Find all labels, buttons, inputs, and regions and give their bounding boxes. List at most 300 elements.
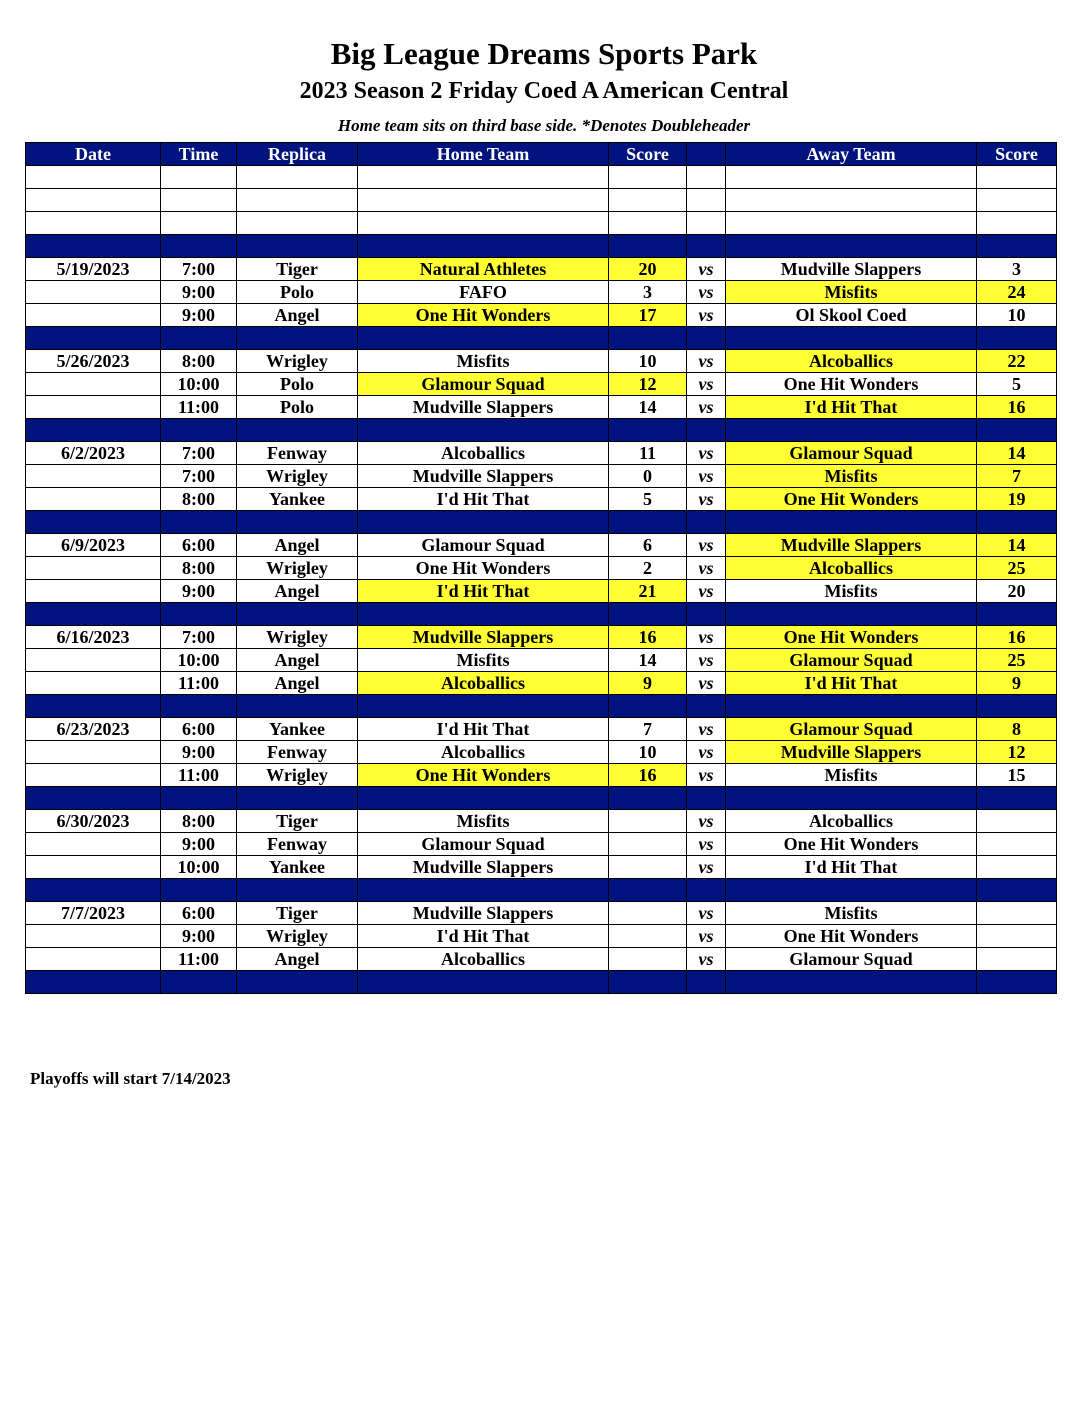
vs-label: vs <box>687 304 726 327</box>
separator-cell <box>358 235 609 258</box>
blank-row <box>26 212 1057 235</box>
separator-cell <box>609 419 687 442</box>
away-team: Mudville Slappers <box>726 534 977 557</box>
home-score <box>609 902 687 925</box>
separator-cell <box>237 419 358 442</box>
home-score <box>609 810 687 833</box>
week-separator-row <box>26 511 1057 534</box>
separator-cell <box>977 603 1057 626</box>
blank-cell <box>977 189 1057 212</box>
separator-cell <box>977 971 1057 994</box>
blank-cell <box>358 189 609 212</box>
separator-cell <box>977 511 1057 534</box>
separator-cell <box>358 511 609 534</box>
away-team: One Hit Wonders <box>726 488 977 511</box>
week-separator-row <box>26 695 1057 718</box>
vs-label: vs <box>687 281 726 304</box>
separator-cell <box>687 235 726 258</box>
game-replica: Polo <box>237 373 358 396</box>
separator-cell <box>726 603 977 626</box>
separator-cell <box>161 787 237 810</box>
home-score: 14 <box>609 396 687 419</box>
vs-label: vs <box>687 672 726 695</box>
game-row <box>26 925 1057 948</box>
separator-cell <box>161 879 237 902</box>
vs-label: vs <box>687 764 726 787</box>
home-team: I'd Hit That <box>358 718 609 741</box>
separator-cell <box>726 695 977 718</box>
away-score: 25 <box>977 649 1057 672</box>
separator-cell <box>726 971 977 994</box>
game-replica: Angel <box>237 580 358 603</box>
away-score: 14 <box>977 534 1057 557</box>
home-score: 20 <box>609 258 687 281</box>
blank-cell <box>161 166 237 189</box>
blank-cell <box>726 189 977 212</box>
game-row <box>26 281 1057 304</box>
away-team: One Hit Wonders <box>726 626 977 649</box>
game-date: 7/7/2023 <box>26 902 161 925</box>
vs-label: vs <box>687 580 726 603</box>
game-date: 6/30/2023 <box>26 810 161 833</box>
vs-label: vs <box>687 626 726 649</box>
separator-cell <box>609 971 687 994</box>
separator-cell <box>609 879 687 902</box>
blank-row <box>26 166 1057 189</box>
blank-cell <box>977 166 1057 189</box>
away-team: Alcoballics <box>726 350 977 373</box>
separator-cell <box>161 603 237 626</box>
header-row <box>26 143 1057 166</box>
game-row <box>26 810 1057 833</box>
away-score <box>977 810 1057 833</box>
game-date <box>26 741 161 764</box>
blank-cell <box>687 166 726 189</box>
game-date <box>26 833 161 856</box>
blank-cell <box>687 189 726 212</box>
separator-cell <box>687 879 726 902</box>
game-time: 11:00 <box>161 948 237 971</box>
game-row <box>26 718 1057 741</box>
separator-cell <box>977 235 1057 258</box>
separator-cell <box>237 511 358 534</box>
separator-cell <box>26 695 161 718</box>
home-team: Alcoballics <box>358 442 609 465</box>
separator-cell <box>358 603 609 626</box>
game-replica: Angel <box>237 672 358 695</box>
away-team: Glamour Squad <box>726 649 977 672</box>
page-note: Home team sits on third base side. *Denotes Doubleheader <box>337 116 751 135</box>
col-time: Time <box>161 143 237 166</box>
vs-label: vs <box>687 557 726 580</box>
home-team: One Hit Wonders <box>358 764 609 787</box>
home-team: One Hit Wonders <box>358 557 609 580</box>
game-replica: Polo <box>237 396 358 419</box>
game-date: 6/2/2023 <box>26 442 161 465</box>
vs-label: vs <box>687 810 726 833</box>
away-team: Misfits <box>726 580 977 603</box>
away-score: 16 <box>977 626 1057 649</box>
game-date <box>26 948 161 971</box>
game-replica: Fenway <box>237 442 358 465</box>
game-row <box>26 856 1057 879</box>
schedule-body <box>26 166 1057 994</box>
game-time: 8:00 <box>161 557 237 580</box>
vs-label: vs <box>687 902 726 925</box>
game-time: 11:00 <box>161 396 237 419</box>
separator-cell <box>687 603 726 626</box>
game-replica: Wrigley <box>237 350 358 373</box>
away-team: Glamour Squad <box>726 718 977 741</box>
game-row <box>26 465 1057 488</box>
game-time: 7:00 <box>161 258 237 281</box>
separator-cell <box>237 787 358 810</box>
separator-cell <box>609 603 687 626</box>
game-time: 6:00 <box>161 534 237 557</box>
separator-cell <box>609 327 687 350</box>
game-date <box>26 396 161 419</box>
game-replica: Fenway <box>237 741 358 764</box>
separator-cell <box>726 787 977 810</box>
game-row <box>26 626 1057 649</box>
home-team: I'd Hit That <box>358 925 609 948</box>
home-score: 12 <box>609 373 687 396</box>
home-score <box>609 833 687 856</box>
home-team: One Hit Wonders <box>358 304 609 327</box>
away-score <box>977 856 1057 879</box>
away-score <box>977 948 1057 971</box>
separator-cell <box>161 327 237 350</box>
away-score: 15 <box>977 764 1057 787</box>
game-replica: Tiger <box>237 902 358 925</box>
away-team: I'd Hit That <box>726 396 977 419</box>
separator-cell <box>726 879 977 902</box>
separator-cell <box>26 511 161 534</box>
away-score <box>977 833 1057 856</box>
away-score: 22 <box>977 350 1057 373</box>
game-time: 9:00 <box>161 281 237 304</box>
separator-cell <box>726 327 977 350</box>
blank-cell <box>237 166 358 189</box>
game-time: 10:00 <box>161 649 237 672</box>
away-team: Mudville Slappers <box>726 741 977 764</box>
game-date: 6/23/2023 <box>26 718 161 741</box>
col-away-score: Score <box>977 143 1057 166</box>
vs-label: vs <box>687 258 726 281</box>
schedule-table <box>25 142 1057 994</box>
separator-cell <box>687 419 726 442</box>
home-score: 16 <box>609 626 687 649</box>
blank-cell <box>609 189 687 212</box>
game-date <box>26 557 161 580</box>
away-team: Misfits <box>726 902 977 925</box>
away-team: Alcoballics <box>726 810 977 833</box>
col-home-team: Home Team <box>358 143 609 166</box>
vs-label: vs <box>687 856 726 879</box>
blank-cell <box>161 189 237 212</box>
separator-cell <box>237 971 358 994</box>
game-time: 11:00 <box>161 764 237 787</box>
game-date: 6/9/2023 <box>26 534 161 557</box>
home-team: Glamour Squad <box>358 534 609 557</box>
separator-cell <box>26 419 161 442</box>
game-row <box>26 442 1057 465</box>
week-separator-row <box>26 235 1057 258</box>
blank-row <box>26 189 1057 212</box>
blank-cell <box>609 212 687 235</box>
col-away-team: Away Team <box>726 143 977 166</box>
away-team: Alcoballics <box>726 557 977 580</box>
home-score: 11 <box>609 442 687 465</box>
separator-cell <box>977 879 1057 902</box>
separator-cell <box>358 787 609 810</box>
home-team: Misfits <box>358 350 609 373</box>
game-replica: Angel <box>237 304 358 327</box>
game-time: 7:00 <box>161 626 237 649</box>
game-time: 8:00 <box>161 810 237 833</box>
separator-cell <box>726 235 977 258</box>
blank-cell <box>26 166 161 189</box>
game-row <box>26 396 1057 419</box>
home-score: 17 <box>609 304 687 327</box>
away-score: 9 <box>977 672 1057 695</box>
game-date: 6/16/2023 <box>26 626 161 649</box>
home-team: Natural Athletes <box>358 258 609 281</box>
separator-cell <box>687 787 726 810</box>
blank-cell <box>237 189 358 212</box>
home-team: Mudville Slappers <box>358 465 609 488</box>
game-replica: Polo <box>237 281 358 304</box>
away-team: Glamour Squad <box>726 948 977 971</box>
separator-cell <box>977 419 1057 442</box>
separator-cell <box>609 695 687 718</box>
vs-label: vs <box>687 465 726 488</box>
home-team: Alcoballics <box>358 948 609 971</box>
separator-cell <box>161 235 237 258</box>
home-team: Misfits <box>358 649 609 672</box>
home-team: Alcoballics <box>358 741 609 764</box>
game-time: 10:00 <box>161 373 237 396</box>
blank-cell <box>26 189 161 212</box>
game-date <box>26 373 161 396</box>
home-score: 16 <box>609 764 687 787</box>
separator-cell <box>358 419 609 442</box>
blank-cell <box>358 212 609 235</box>
away-team: One Hit Wonders <box>726 925 977 948</box>
col-replica: Replica <box>237 143 358 166</box>
vs-label: vs <box>687 488 726 511</box>
game-time: 9:00 <box>161 833 237 856</box>
week-separator-row <box>26 603 1057 626</box>
game-date: 5/19/2023 <box>26 258 161 281</box>
game-replica: Wrigley <box>237 557 358 580</box>
game-replica: Angel <box>237 534 358 557</box>
home-team: Glamour Squad <box>358 373 609 396</box>
home-score <box>609 856 687 879</box>
game-time: 9:00 <box>161 304 237 327</box>
game-row <box>26 741 1057 764</box>
home-team: Misfits <box>358 810 609 833</box>
game-date <box>26 925 161 948</box>
vs-label: vs <box>687 442 726 465</box>
blank-cell <box>726 212 977 235</box>
separator-cell <box>609 235 687 258</box>
game-time: 7:00 <box>161 442 237 465</box>
col-vs <box>687 143 726 166</box>
home-team: Mudville Slappers <box>358 856 609 879</box>
separator-cell <box>977 695 1057 718</box>
separator-cell <box>687 971 726 994</box>
blank-cell <box>977 212 1057 235</box>
blank-cell <box>26 212 161 235</box>
home-team: Mudville Slappers <box>358 902 609 925</box>
separator-cell <box>358 971 609 994</box>
game-time: 6:00 <box>161 718 237 741</box>
game-row <box>26 764 1057 787</box>
game-row <box>26 833 1057 856</box>
away-score <box>977 902 1057 925</box>
separator-cell <box>26 603 161 626</box>
away-team: Mudville Slappers <box>726 258 977 281</box>
game-replica: Wrigley <box>237 465 358 488</box>
away-team: Misfits <box>726 465 977 488</box>
home-team: I'd Hit That <box>358 580 609 603</box>
home-score: 5 <box>609 488 687 511</box>
separator-cell <box>358 879 609 902</box>
home-score: 3 <box>609 281 687 304</box>
separator-cell <box>237 695 358 718</box>
away-team: Misfits <box>726 764 977 787</box>
game-time: 11:00 <box>161 672 237 695</box>
away-score: 12 <box>977 741 1057 764</box>
home-team: Mudville Slappers <box>358 396 609 419</box>
week-separator-row <box>26 879 1057 902</box>
col-date: Date <box>26 143 161 166</box>
home-score: 10 <box>609 350 687 373</box>
away-team: Glamour Squad <box>726 442 977 465</box>
week-separator-row <box>26 419 1057 442</box>
blank-cell <box>161 212 237 235</box>
separator-cell <box>26 787 161 810</box>
blank-cell <box>358 166 609 189</box>
page-subtitle: 2023 Season 2 Friday Coed A American Central <box>299 78 789 104</box>
away-score: 16 <box>977 396 1057 419</box>
away-team: I'd Hit That <box>726 856 977 879</box>
game-date <box>26 304 161 327</box>
away-team: One Hit Wonders <box>726 833 977 856</box>
home-team: Alcoballics <box>358 672 609 695</box>
vs-label: vs <box>687 396 726 419</box>
separator-cell <box>161 695 237 718</box>
game-replica: Yankee <box>237 488 358 511</box>
blank-cell <box>687 212 726 235</box>
away-score: 24 <box>977 281 1057 304</box>
game-time: 8:00 <box>161 350 237 373</box>
away-score: 8 <box>977 718 1057 741</box>
game-replica: Angel <box>237 948 358 971</box>
game-date <box>26 764 161 787</box>
home-score <box>609 925 687 948</box>
week-separator-row <box>26 327 1057 350</box>
separator-cell <box>26 327 161 350</box>
away-team: One Hit Wonders <box>726 373 977 396</box>
away-score: 19 <box>977 488 1057 511</box>
separator-cell <box>237 235 358 258</box>
separator-cell <box>977 327 1057 350</box>
separator-cell <box>726 419 977 442</box>
home-score: 9 <box>609 672 687 695</box>
game-date <box>26 465 161 488</box>
home-score: 0 <box>609 465 687 488</box>
game-replica: Tiger <box>237 810 358 833</box>
game-row <box>26 557 1057 580</box>
home-score: 6 <box>609 534 687 557</box>
home-team: Glamour Squad <box>358 833 609 856</box>
home-score: 7 <box>609 718 687 741</box>
separator-cell <box>237 879 358 902</box>
game-row <box>26 258 1057 281</box>
separator-cell <box>358 695 609 718</box>
game-row <box>26 580 1057 603</box>
game-replica: Wrigley <box>237 764 358 787</box>
game-row <box>26 672 1057 695</box>
away-score: 5 <box>977 373 1057 396</box>
separator-cell <box>358 327 609 350</box>
away-score: 7 <box>977 465 1057 488</box>
game-replica: Angel <box>237 649 358 672</box>
away-score: 25 <box>977 557 1057 580</box>
game-replica: Yankee <box>237 718 358 741</box>
playoffs-note: Playoffs will start 7/14/2023 <box>30 1069 231 1088</box>
separator-cell <box>609 787 687 810</box>
game-time: 9:00 <box>161 925 237 948</box>
game-row <box>26 350 1057 373</box>
game-row <box>26 488 1057 511</box>
home-score: 10 <box>609 741 687 764</box>
game-row <box>26 948 1057 971</box>
away-score: 20 <box>977 580 1057 603</box>
separator-cell <box>237 327 358 350</box>
vs-label: vs <box>687 741 726 764</box>
game-date <box>26 281 161 304</box>
game-replica: Wrigley <box>237 925 358 948</box>
separator-cell <box>161 419 237 442</box>
separator-cell <box>26 235 161 258</box>
separator-cell <box>26 879 161 902</box>
game-time: 8:00 <box>161 488 237 511</box>
home-score <box>609 948 687 971</box>
vs-label: vs <box>687 948 726 971</box>
home-score: 2 <box>609 557 687 580</box>
game-time: 9:00 <box>161 741 237 764</box>
away-team: Ol Skool Coed <box>726 304 977 327</box>
separator-cell <box>687 327 726 350</box>
vs-label: vs <box>687 373 726 396</box>
away-score: 14 <box>977 442 1057 465</box>
away-team: Misfits <box>726 281 977 304</box>
separator-cell <box>687 695 726 718</box>
vs-label: vs <box>687 833 726 856</box>
separator-cell <box>609 511 687 534</box>
game-replica: Yankee <box>237 856 358 879</box>
separator-cell <box>977 787 1057 810</box>
separator-cell <box>161 971 237 994</box>
game-row <box>26 304 1057 327</box>
blank-cell <box>237 212 358 235</box>
separator-cell <box>237 603 358 626</box>
home-score: 14 <box>609 649 687 672</box>
game-row <box>26 373 1057 396</box>
